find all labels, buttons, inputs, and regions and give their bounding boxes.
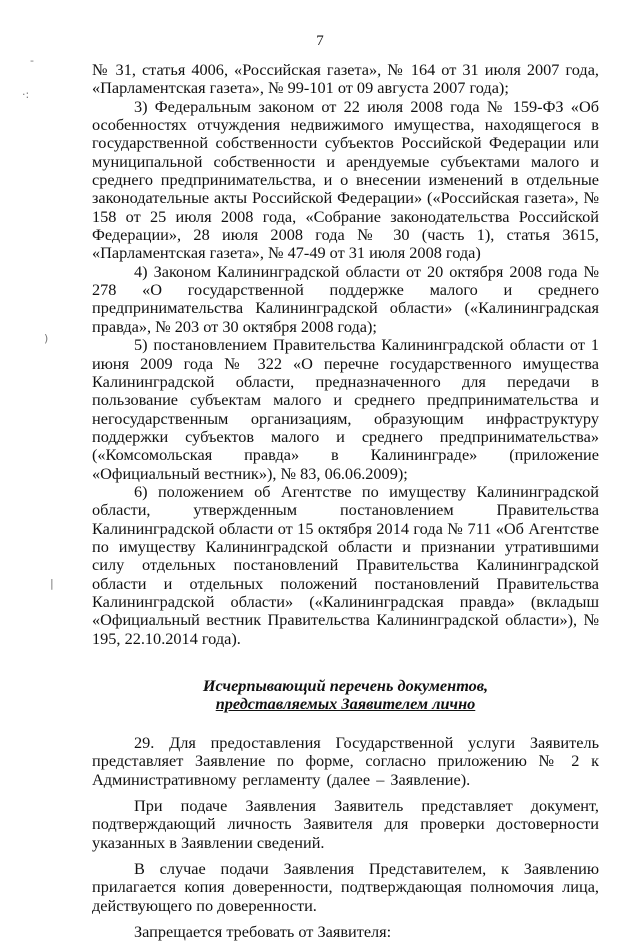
paragraph-identity-document: При подаче Заявления Заявитель представляет документ, подтверждающий личность Заявителя для проверки достоверности указанных в Заявлении сведений. bbox=[92, 796, 599, 852]
paragraph-prohibited: Запрещается требовать от Заявителя: bbox=[134, 922, 392, 941]
heading-line-1: Исчерпывающий перечень документов, bbox=[202, 676, 489, 695]
list-item-3: 3) Федеральным законом от 22 июля 2008 года № 159-ФЗ «Об особенностях отчуждения недвижимого имущества, находящегося в государственной собственности субъектов Российской Федерации или муниципальной собственности и арендуемые субъектами малого и среднего предпринимательства, и о внесении изменений в отдельные законодательные акты Российской Федерации» («Российская газета», № 158 от 25 июля 2008 года, «Собрание законодательства Российской Федерации», 28 июля 2008 года № 30 (часть 1), статья 3615, «Парламентская газета», № 47-49 от 31 июля 2008 года) bbox=[92, 96, 599, 263]
scan-artifact: - bbox=[30, 54, 34, 67]
paragraph-continuation: № 31, статья 4006, «Российская газета», № 164 от 31 июля 2007 года, «Парламентская газета», № 99-101 от 09 августа 2007 года); bbox=[92, 60, 599, 98]
scan-artifact: ) bbox=[44, 332, 49, 345]
list-item-6: 6) положением об Агентстве по имуществу Калининградской области, утвержденным постановлением Правительства Калининградской области от 15 октября 2014 года № 711 «Об Агентстве по имуществу Калининградской области и признании утратившими силу отдельных постановлений Правительства Калининградской области и отдельных положений постановлений Правительства Калининградской области» («Калининградская правда» (вкладыш «Официальный вестник Правительства Калининградской области»), № 195, 22.10.2014 года). bbox=[92, 481, 599, 648]
scan-artifact: ·: bbox=[22, 88, 30, 101]
list-item-5: 5) постановлением Правительства Калининградской области от 1 июня 2009 года № 322 «О перечне государственного имущества Калининградской области, предназначенного для передачи в пользование субъектам малого и среднего предпринимательства и негосударственным организациям, образующим инфраструктуру поддержки субъектов малого и среднего предпринимательства» («Комсомольская правда» в Калининграде» (приложение «Официальный вестник»), № 83, 06.06.2009); bbox=[92, 335, 599, 483]
paragraph-29: 29. Для предоставления Государственной услуги Заявитель представляет Заявление по форме, согласно приложению № 2 к Административному регламенту (далее – Заявление). bbox=[92, 733, 599, 789]
section-heading bbox=[92, 677, 599, 713]
scan-artifact: | bbox=[50, 577, 54, 590]
heading-line-2: представляемых Заявителем лично bbox=[215, 694, 476, 713]
paragraph-representative: В случае подачи Заявления Представителем, к Заявлению прилагается копия доверенности, подтверждающая полномочия лица, действующего по доверенности. bbox=[92, 859, 599, 915]
page-number: 7 bbox=[316, 33, 324, 49]
document-body bbox=[92, 61, 599, 941]
list-item-4: 4) Законом Калининградской области от 20 октября 2008 года № 278 «О государственной поддержке малого и среднего предпринимательства Калининградской области» («Калининградская правда», № 203 от 30 октября 2008 года); bbox=[92, 261, 599, 336]
